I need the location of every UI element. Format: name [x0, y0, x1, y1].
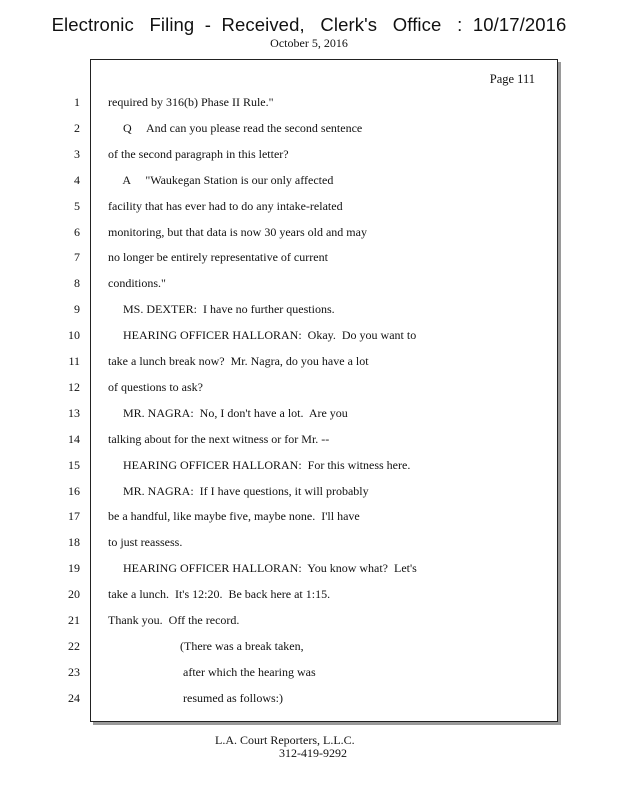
transcript-line: HEARING OFFICER HALLORAN: You know what? Let's: [108, 561, 417, 575]
line-number: 2: [74, 121, 80, 135]
line-number: 6: [74, 225, 80, 239]
transcript-line: (There was a break taken,: [108, 639, 304, 653]
hearing-date: October 5, 2016: [270, 36, 348, 50]
line-number: 21: [68, 613, 80, 627]
transcript-line: A "Waukegan Station is our only affected: [108, 173, 334, 187]
transcript-line: no longer be entirely representative of current: [108, 250, 328, 264]
transcript-line: take a lunch. It's 12:20. Be back here at 1:15.: [108, 587, 331, 601]
transcript-line: MS. DEXTER: I have no further questions.: [108, 302, 335, 316]
line-number: 12: [68, 380, 80, 394]
court-reporter-phone: 312-419-9292: [279, 746, 347, 760]
line-number: 17: [68, 509, 80, 523]
court-reporter-name: L.A. Court Reporters, L.L.C.: [215, 733, 355, 747]
line-number: 13: [68, 406, 80, 420]
line-number: 9: [74, 302, 80, 316]
transcript-line: Q And can you please read the second sentence: [108, 121, 363, 135]
transcript-line: of questions to ask?: [108, 380, 203, 394]
transcript-line: monitoring, but that data is now 30 years old and may: [108, 225, 367, 239]
line-number: 10: [68, 328, 80, 342]
transcript-line: required by 316(b) Phase II Rule.": [108, 95, 274, 109]
transcript-line: talking about for the next witness or for Mr. --: [108, 432, 330, 446]
line-number: 20: [68, 587, 80, 601]
line-number: 19: [68, 561, 80, 575]
line-number: 3: [74, 147, 80, 161]
line-number: 24: [68, 691, 80, 705]
transcript-line: MR. NAGRA: If I have questions, it will probably: [108, 484, 369, 498]
line-number: 14: [68, 432, 80, 446]
transcript-line: facility that has ever had to do any intake-related: [108, 199, 343, 213]
transcript-line: take a lunch break now? Mr. Nagra, do you have a lot: [108, 354, 369, 368]
transcript-line: MR. NAGRA: No, I don't have a lot. Are you: [108, 406, 348, 420]
transcript-line: resumed as follows:): [108, 691, 283, 705]
line-number: 5: [74, 199, 80, 213]
line-number: 15: [68, 458, 80, 472]
transcript-line: HEARING OFFICER HALLORAN: For this witness here.: [108, 458, 411, 472]
line-number: 8: [74, 276, 80, 290]
transcript-line: be a handful, like maybe five, maybe none. I'll have: [108, 509, 360, 523]
transcript-line: conditions.": [108, 276, 166, 290]
line-number: 1: [74, 95, 80, 109]
line-number: 22: [68, 639, 80, 653]
line-number: 7: [74, 250, 80, 264]
transcript-line: Thank you. Off the record.: [108, 613, 240, 627]
line-number: 16: [68, 484, 80, 498]
transcript-line: to just reassess.: [108, 535, 183, 549]
transcript-line: after which the hearing was: [108, 665, 316, 679]
page-number: Page 111: [489, 72, 535, 86]
line-number: 18: [68, 535, 80, 549]
transcript-line: of the second paragraph in this letter?: [108, 147, 289, 161]
line-number: 11: [68, 354, 80, 368]
line-number: 4: [74, 173, 80, 187]
transcript-line: HEARING OFFICER HALLORAN: Okay. Do you want to: [108, 328, 417, 342]
line-number: 23: [68, 665, 80, 679]
electronic-filing-stamp: Electronic Filing - Received, Clerk's Office : 10/17/2016: [51, 14, 567, 35]
